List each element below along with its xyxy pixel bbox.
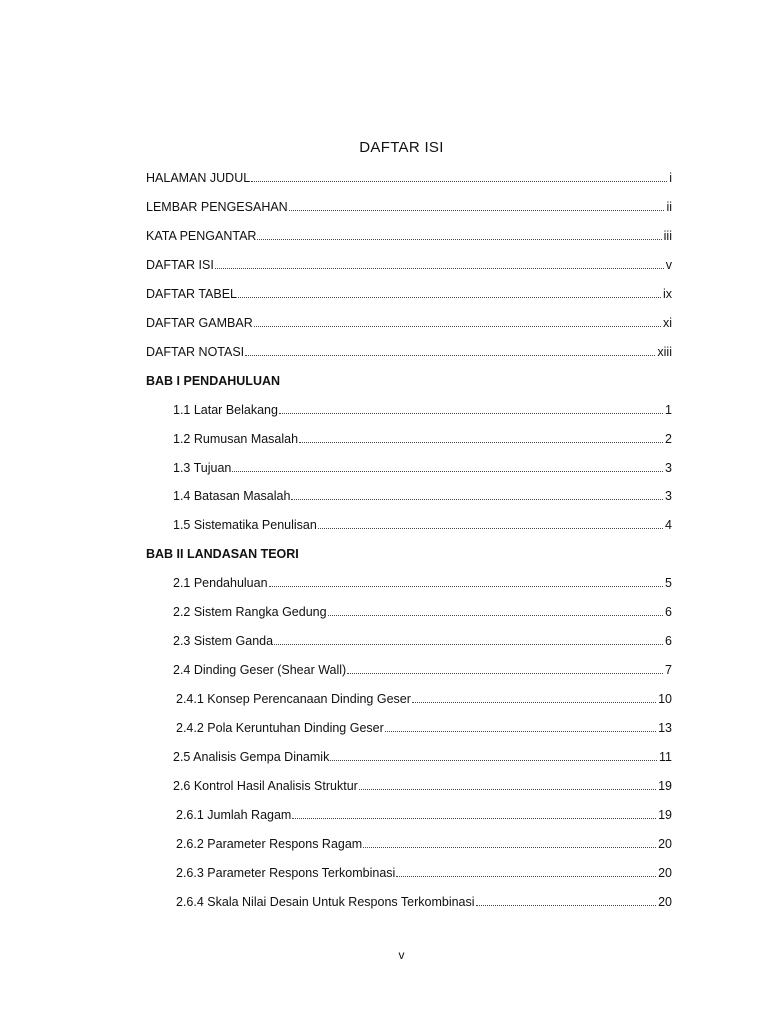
toc-dot-leader bbox=[291, 499, 663, 500]
toc-entry-page: 19 bbox=[658, 779, 672, 793]
toc-entry-label: KATA PENGANTAR bbox=[146, 229, 257, 243]
toc-entry-label: BAB I PENDAHULUAN bbox=[146, 374, 281, 388]
toc-dot-leader bbox=[476, 905, 657, 906]
toc-entry-label: 2.5 Analisis Gempa Dinamik bbox=[173, 750, 330, 764]
toc-entry-label: 1.4 Batasan Masalah bbox=[173, 489, 291, 503]
toc-entry-page: 7 bbox=[665, 663, 672, 677]
toc-entry-page: 3 bbox=[665, 489, 672, 503]
toc-entry-label: 2.6 Kontrol Hasil Analisis Struktur bbox=[173, 779, 358, 793]
toc-entry-label: BAB II LANDASAN TEORI bbox=[146, 547, 299, 561]
toc-entry bbox=[173, 748, 672, 766]
toc-entry bbox=[176, 893, 672, 911]
toc-dot-leader bbox=[359, 789, 656, 790]
toc-entry bbox=[173, 574, 672, 592]
toc-entry-page: 20 bbox=[658, 837, 672, 851]
toc-entry bbox=[173, 516, 672, 534]
toc-entry-page: 4 bbox=[665, 518, 672, 532]
toc-dot-leader bbox=[274, 644, 663, 645]
toc-entry-page: 13 bbox=[658, 721, 672, 735]
toc-entry-label: 2.3 Sistem Ganda bbox=[173, 634, 274, 648]
toc-entry bbox=[173, 777, 672, 795]
toc-entry-label: 2.4.1 Konsep Perencanaan Dinding Geser bbox=[176, 692, 411, 706]
toc-chapter-heading bbox=[146, 545, 672, 563]
toc-entry bbox=[173, 632, 672, 650]
toc-chapter-heading bbox=[146, 372, 672, 390]
toc-entry bbox=[173, 459, 672, 477]
toc-entry bbox=[173, 401, 672, 419]
toc-entry-label: 2.6.1 Jumlah Ragam bbox=[176, 808, 292, 822]
toc-dot-leader bbox=[299, 442, 663, 443]
toc-entry-page: v bbox=[665, 258, 672, 272]
toc-dot-leader bbox=[385, 731, 656, 732]
toc-entry-page: xi bbox=[662, 316, 672, 330]
toc-dot-leader bbox=[251, 181, 667, 182]
toc-dot-leader bbox=[238, 297, 661, 298]
toc-entry-page: 2 bbox=[665, 432, 672, 446]
toc-entry-label: 2.4 Dinding Geser (Shear Wall) bbox=[173, 663, 347, 677]
toc-entry-page: 19 bbox=[658, 808, 672, 822]
toc-entry-label: DAFTAR GAMBAR bbox=[146, 316, 253, 330]
toc-entry-label: DAFTAR ISI bbox=[146, 258, 214, 272]
toc-entry bbox=[173, 603, 672, 621]
toc-entry bbox=[146, 314, 672, 332]
toc-entry-page: i bbox=[669, 171, 672, 185]
toc-dot-leader bbox=[363, 847, 656, 848]
toc-entry-page: 6 bbox=[665, 634, 672, 648]
toc-entry-page: 20 bbox=[658, 895, 672, 909]
toc-entry-label: 1.1 Latar Belakang bbox=[173, 403, 278, 417]
toc-entry bbox=[176, 719, 672, 737]
toc-entry bbox=[146, 198, 672, 216]
toc-entry-label: 2.4.2 Pola Keruntuhan Dinding Geser bbox=[176, 721, 384, 735]
toc-entry-page: 11 bbox=[659, 750, 672, 764]
toc-entry-page: xiii bbox=[657, 345, 672, 359]
toc-entry-page: iii bbox=[663, 229, 672, 243]
toc-entry bbox=[176, 864, 672, 882]
toc-entry-page: 20 bbox=[658, 866, 672, 880]
toc-dot-leader bbox=[289, 210, 665, 211]
toc-entry-label: 2.6.4 Skala Nilai Desain Untuk Respons Terkombinasi bbox=[176, 895, 475, 909]
toc-entry bbox=[173, 661, 672, 679]
toc-entry bbox=[146, 169, 672, 187]
toc-entry-page: 10 bbox=[658, 692, 672, 706]
toc-entry-label: 1.3 Tujuan bbox=[173, 461, 232, 475]
toc-entry-page: ii bbox=[666, 200, 672, 214]
toc-entry-label: HALAMAN JUDUL bbox=[146, 171, 251, 185]
toc-dot-leader bbox=[412, 702, 656, 703]
toc-entry-label: 2.6.2 Parameter Respons Ragam bbox=[176, 837, 363, 851]
toc-dot-leader bbox=[254, 326, 661, 327]
toc-entry bbox=[146, 343, 672, 361]
toc-entry-label: 1.2 Rumusan Masalah bbox=[173, 432, 299, 446]
toc-entry-page: ix bbox=[662, 287, 672, 301]
toc-dot-leader bbox=[279, 413, 663, 414]
toc-dot-leader bbox=[232, 471, 663, 472]
toc-dot-leader bbox=[330, 760, 657, 761]
toc-dot-leader bbox=[215, 268, 664, 269]
toc-entry-label: DAFTAR TABEL bbox=[146, 287, 237, 301]
toc-dot-leader bbox=[292, 818, 656, 819]
toc-entry-page: 1 bbox=[665, 403, 672, 417]
toc-entry bbox=[146, 227, 672, 245]
page-title: DAFTAR ISI bbox=[359, 139, 444, 156]
toc-entry-label: 2.6.3 Parameter Respons Terkombinasi bbox=[176, 866, 396, 880]
page-number: v bbox=[398, 948, 405, 962]
toc-entry bbox=[173, 430, 672, 448]
toc-dot-leader bbox=[257, 239, 661, 240]
toc-entry bbox=[146, 285, 672, 303]
toc-entry bbox=[176, 806, 672, 824]
toc-entry-label: DAFTAR NOTASI bbox=[146, 345, 245, 359]
toc-entry-label: 2.1 Pendahuluan bbox=[173, 576, 268, 590]
toc-dot-leader bbox=[269, 586, 664, 587]
toc-dot-leader bbox=[245, 355, 655, 356]
toc-dot-leader bbox=[328, 615, 663, 616]
toc-entry bbox=[176, 690, 672, 708]
toc-entry-label: 1.5 Sistematika Penulisan bbox=[173, 518, 317, 532]
toc-entry bbox=[146, 256, 672, 274]
toc-entry-label: LEMBAR PENGESAHAN bbox=[146, 200, 288, 214]
toc-entry-page: 6 bbox=[665, 605, 672, 619]
toc-entry bbox=[173, 487, 672, 505]
toc-entry-page: 5 bbox=[665, 576, 672, 590]
toc-entry bbox=[176, 835, 672, 853]
toc-dot-leader bbox=[396, 876, 656, 877]
toc-entry-page: 3 bbox=[665, 461, 672, 475]
toc-dot-leader bbox=[347, 673, 663, 674]
toc-entry-label: 2.2 Sistem Rangka Gedung bbox=[173, 605, 327, 619]
toc-dot-leader bbox=[318, 528, 663, 529]
